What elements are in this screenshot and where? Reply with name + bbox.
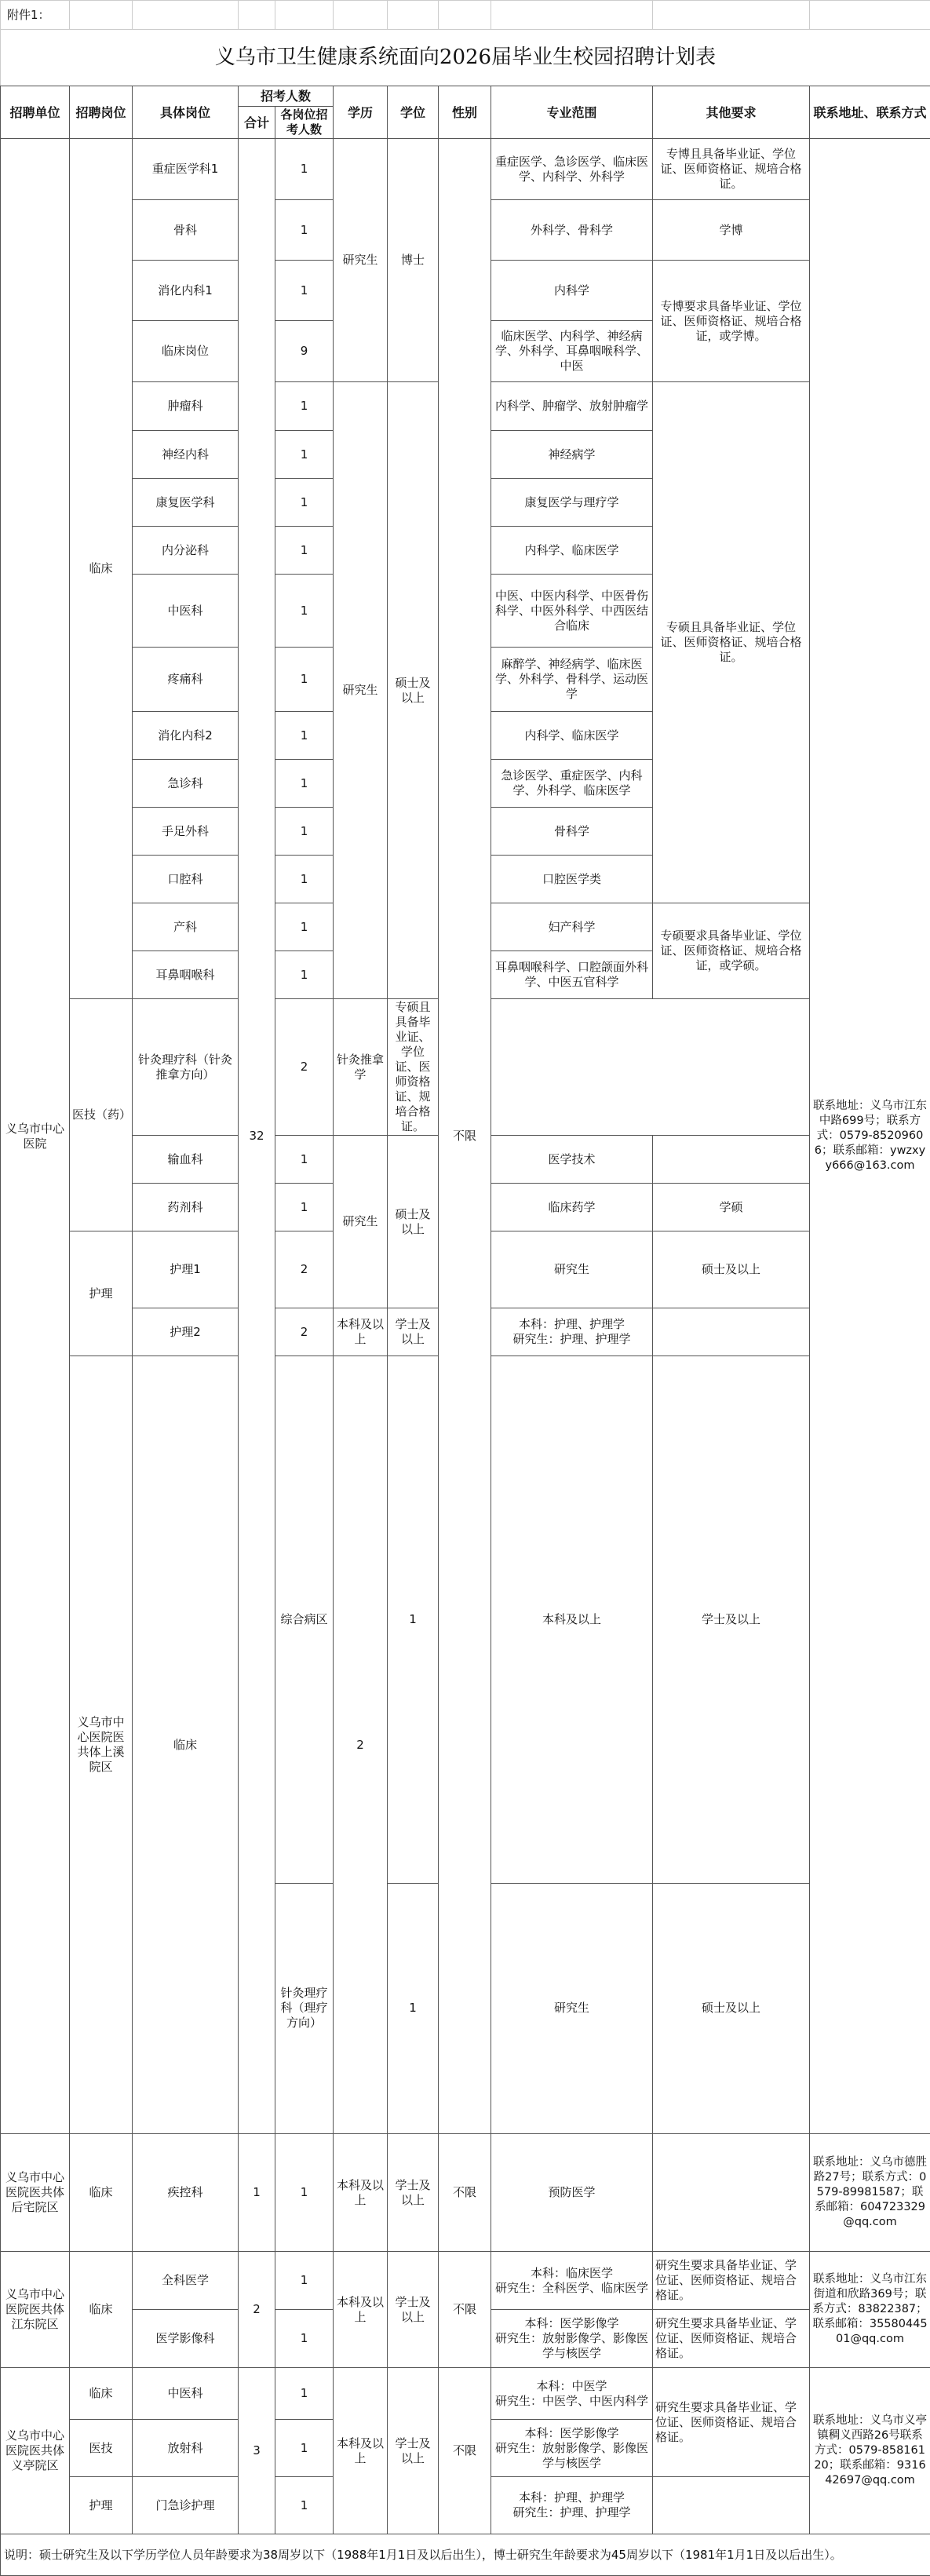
edu-requirement: 本科及以上 [334,1308,388,1356]
position-count: 1 [275,951,334,999]
gender-requirement: 不限 [439,2252,491,2368]
major-range: 妇产科学 [491,903,653,951]
degree-requirement: 硕士及以上 [653,1231,810,1308]
footnote: 说明：硕士研究生及以下学历学位人员年龄要求为38周岁以下（1988年1月1日及以后出生），博士研究生年龄要求为45周岁以下（1981年1月1日及以后出生）。 [1,2534,930,2576]
unit-name: 义乌市中心医院医共体上溪院区 [70,1356,133,2134]
unit-name: 义乌市中心医院医共体后宅院区 [1,2134,70,2252]
position-count: 1 [275,648,334,712]
position-name: 针灸理疗科（理疗方向） [275,1883,334,2133]
degree-requirement: 学士及以上 [388,2252,439,2368]
position-count: 1 [275,903,334,951]
contact-info: 联系地址：义乌市江东中路699号；联系方式：0579-85209606；联系邮箱：ywzxyy666@163.com [810,139,930,2134]
gender-requirement: 不限 [439,139,491,2134]
other-requirement: 专硕且具备毕业证、学位证、医师资格证、规培合格证。 [388,999,439,1136]
other-requirement: 专博要求具备毕业证、学位证、医师资格证、规培合格证，或学博。 [653,261,810,382]
other-requirement: 研究生要求具备毕业证、学位证、医师资格证、规培合格证。 [653,2252,810,2310]
position-name: 输血科 [133,1136,239,1184]
position-name: 放射科 [133,2420,239,2477]
other-requirement: 研究生要求具备毕业证、学位证、医师资格证、规培合格证。 [653,2310,810,2368]
position-count: 1 [275,2252,334,2310]
degree-requirement: 硕士及以上 [653,1883,810,2133]
major-range: 康复医学与理疗学 [491,479,653,527]
position-name: 门急诊护理 [133,2477,239,2534]
unit-total: 2 [239,2252,275,2368]
position-name: 产科 [133,903,239,951]
position-name: 消化内科2 [133,712,239,760]
unit-total: 1 [239,2134,275,2252]
edu-requirement: 本科及以上 [334,2252,388,2368]
other-requirement: 研究生要求具备毕业证、学位证、医师资格证、规培合格证。 [653,2368,810,2477]
position-name: 中医科 [133,575,239,648]
header-per: 各岗位招考人数 [275,107,334,139]
position-count: 1 [275,261,334,321]
degree-requirement: 博士 [388,139,439,382]
position-count: 9 [275,321,334,382]
other-requirement: 专博且具备毕业证、学位证、医师资格证、规培合格证。 [653,139,810,200]
degree-requirement: 学士及以上 [388,2134,439,2252]
position-count: 1 [275,575,334,648]
position-count: 2 [275,999,334,1136]
gender-requirement: 不限 [439,2368,491,2534]
header-count-group: 招考人数 [239,86,334,107]
major-range: 内科学 [491,261,653,321]
major-range: 临床医学、内科学、神经病学、外科学、耳鼻咽喉科学、中医 [491,321,653,382]
header-degree: 学位 [388,86,439,139]
category-name: 护理 [70,2477,133,2534]
edu-requirement: 研究生 [491,1231,653,1308]
position-name: 医学影像科 [133,2310,239,2368]
header-category: 招聘岗位 [70,86,133,139]
unit-name: 义乌市中心医院医共体义亭院区 [1,2368,70,2534]
contact-info: 联系地址：义乌市义亭镇稠义西路26号联系方式：0579-85816120；联系邮箱：931642697@qq.com [810,2368,930,2534]
other-requirement: 学硕 [653,1184,810,1231]
position-name: 针灸理疗科（针灸推拿方向） [133,999,239,1136]
other-requirement: 专硕且具备毕业证、学位证、医师资格证、规培合格证。 [653,382,810,903]
position-count: 1 [275,382,334,431]
contact-info: 联系地址：义乌市德胜路27号；联系方式：0579-89981587；联系邮箱：604723329@qq.com [810,2134,930,2252]
major-range: 本科：医学影像学 研究生：放射影像学、影像医学与核医学 [491,2420,653,2477]
major-range: 内科学、肿瘤学、放射肿瘤学 [491,382,653,431]
header-contact: 联系地址、联系方式 [810,86,930,139]
header-major: 专业范围 [491,86,653,139]
position-count: 1 [275,2477,334,2534]
position-count: 1 [275,808,334,856]
position-name: 康复医学科 [133,479,239,527]
edu-requirement: 研究生 [334,139,388,382]
position-count: 1 [275,1136,334,1184]
position-count: 1 [275,2134,334,2252]
page-title: 义乌市卫生健康系统面向2026届毕业生校园招聘计划表 [1,30,930,86]
position-count: 1 [275,431,334,479]
edu-requirement: 本科及以上 [334,2368,388,2534]
header-position: 具体岗位 [133,86,239,139]
position-name: 中医科 [133,2368,239,2420]
position-name: 急诊科 [133,760,239,808]
position-name: 消化内科1 [133,261,239,321]
major-range: 外科学、骨科学 [491,200,653,261]
major-range: 本科：临床医学 研究生：全科医学、临床医学 [491,2252,653,2310]
position-name: 疼痛科 [133,648,239,712]
major-range: 本科：护理、护理学 研究生：护理、护理学 [491,1308,653,1356]
position-name: 内分泌科 [133,527,239,575]
major-range: 口腔医学类 [491,856,653,903]
major-range: 耳鼻咽喉科学、口腔颌面外科学、中医五官科学 [491,951,653,999]
major-range: 本科：护理、护理学 研究生：护理、护理学 [491,2477,653,2534]
unit-total: 32 [239,139,275,2134]
header-gender: 性别 [439,86,491,139]
position-name: 口腔科 [133,856,239,903]
major-range: 重症医学、急诊医学、临床医学、内科学、外科学 [491,139,653,200]
position-name: 手足外科 [133,808,239,856]
major-range: 临床药学 [491,1184,653,1231]
category-name: 医技 [70,2420,133,2477]
position-count: 2 [275,1308,334,1356]
category-name: 临床 [70,2368,133,2420]
position-name: 护理1 [133,1231,239,1308]
category-name: 临床 [70,2134,133,2252]
degree-requirement: 硕士及以上 [388,382,439,999]
attachment-label: 附件1： [1,1,70,30]
other-requirement: 专硕要求具备毕业证、学位证、医师资格证、规培合格证，或学硕。 [653,903,810,999]
major-range: 麻醉学、神经病学、临床医学、外科学、骨科学、运动医学 [491,648,653,712]
degree-requirement: 硕士及以上 [388,1136,439,1308]
position-count: 1 [275,760,334,808]
position-name: 护理2 [133,1308,239,1356]
header-edu: 学历 [334,86,388,139]
category-name: 临床 [133,1356,239,2134]
major-range: 骨科学 [491,808,653,856]
category-name: 临床 [70,139,133,999]
major-range: 中医、中医内科学、中医骨伤科学、中医外科学、中西医结合临床 [491,575,653,648]
category-name: 临床 [70,2252,133,2368]
position-count: 1 [275,200,334,261]
position-name: 神经内科 [133,431,239,479]
position-name: 骨科 [133,200,239,261]
header-total: 合计 [239,107,275,139]
major-range: 本科：医学影像学 研究生：放射影像学、影像医学与核医学 [491,2310,653,2368]
position-count: 1 [275,139,334,200]
header-unit: 招聘单位 [1,86,70,139]
position-name: 重症医学科1 [133,139,239,200]
edu-requirement: 研究生 [491,1883,653,2133]
unit-total: 2 [334,1356,388,2134]
major-range: 预防医学 [491,2134,653,2252]
position-count: 1 [275,527,334,575]
major-range: 内科学、临床医学 [491,712,653,760]
position-name: 肿瘤科 [133,382,239,431]
position-count: 1 [275,712,334,760]
major-range: 内科学、临床医学 [491,527,653,575]
position-name: 药剂科 [133,1184,239,1231]
position-name: 耳鼻咽喉科 [133,951,239,999]
degree-requirement: 学士及以上 [388,2368,439,2534]
major-range: 急诊医学、重症医学、内科学、外科学、临床医学 [491,760,653,808]
position-count: 1 [275,1184,334,1231]
position-name: 疾控科 [133,2134,239,2252]
unit-name: 义乌市中心医院 [1,139,70,2134]
position-count: 1 [275,479,334,527]
edu-requirement: 本科及以上 [491,1356,653,1884]
edu-requirement: 研究生 [334,382,388,999]
position-name: 综合病区 [275,1356,334,1884]
major-range: 针灸推拿学 [334,999,388,1136]
edu-requirement: 本科及以上 [334,2134,388,2252]
header-other: 其他要求 [653,86,810,139]
degree-requirement: 学士及以上 [653,1356,810,1884]
position-name: 全科医学 [133,2252,239,2310]
position-count: 1 [388,1356,439,1884]
other-requirement: 学博 [653,200,810,261]
position-count: 1 [275,2420,334,2477]
unit-name: 义乌市中心医院医共体江东院区 [1,2252,70,2368]
unit-total: 3 [239,2368,275,2534]
position-count: 1 [388,1883,439,2133]
category-name: 护理 [70,1231,133,1356]
category-name: 医技（药） [70,999,133,1231]
major-range: 本科：中医学 研究生：中医学、中医内科学 [491,2368,653,2420]
major-range: 医学技术 [491,1136,653,1184]
edu-requirement: 研究生 [334,1136,388,1308]
degree-requirement: 学士及以上 [388,1308,439,1356]
position-count: 1 [275,2368,334,2420]
position-count: 2 [275,1231,334,1308]
position-count: 1 [275,856,334,903]
gender-requirement: 不限 [439,2134,491,2252]
position-name: 临床岗位 [133,321,239,382]
contact-info: 联系地址：义乌市江东街道和欣路369号；联系方式：83822387；联系邮箱：3558044501@qq.com [810,2252,930,2368]
major-range: 神经病学 [491,431,653,479]
position-count: 1 [275,2310,334,2368]
